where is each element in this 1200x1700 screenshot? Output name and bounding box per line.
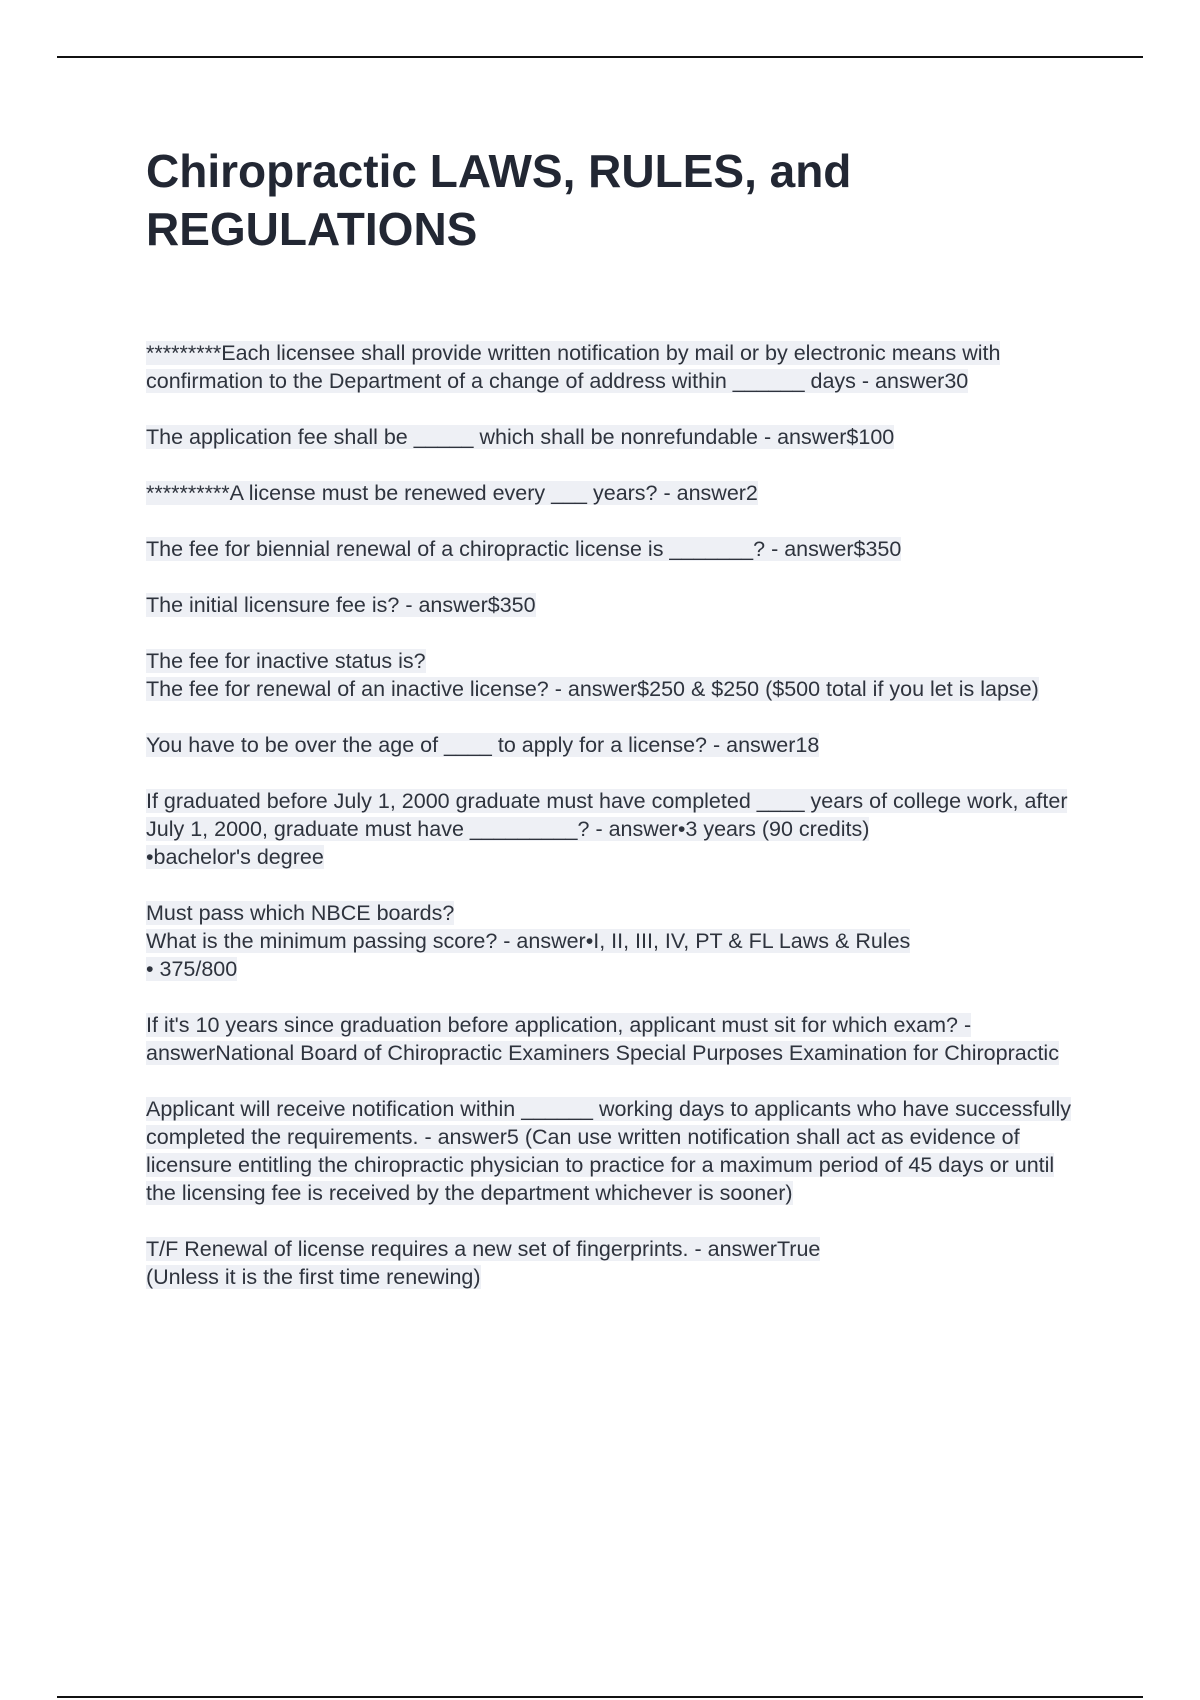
flashcard-text: What is the minimum passing score? - answer•I, II, III, IV, PT & FL Laws & Rules [146, 929, 911, 953]
flashcard-text: Applicant will receive notification within ______ working days to applicants who have successfully completed the requirements. - answer5 (Can use written notification shall act as evidence of licensure entitling the chiropractic physician to practice for a maximum period of 45 days or until the licensing fee is received by the department whichever is sooner) [146, 1097, 1071, 1205]
flashcard-item [146, 1011, 1086, 1067]
flashcard-item [146, 1095, 1086, 1207]
flashcard-text: Must pass which NBCE boards? [146, 901, 455, 925]
flashcard-text: *********Each licensee shall provide written notification by mail or by electronic means with confirmation to the Department of a change of address within ______ days - answer30 [146, 341, 1001, 393]
flashcard-text: • 375/800 [146, 957, 238, 981]
flashcard-text: The initial licensure fee is? - answer$350 [146, 593, 536, 617]
flashcard-item [146, 731, 1086, 759]
flashcard-item [146, 899, 1086, 983]
flashcard-item [146, 339, 1086, 395]
flashcard-item [146, 591, 1086, 619]
header-rule [57, 56, 1143, 58]
flashcard-item [146, 787, 1086, 871]
flashcard-text: The fee for biennial renewal of a chiropractic license is _______? - answer$350 [146, 537, 902, 561]
flashcard-item [146, 1235, 1086, 1291]
flashcard-list [146, 339, 1086, 1319]
flashcard-text: (Unless it is the first time renewing) [146, 1265, 481, 1289]
flashcard-text: The application fee shall be _____ which shall be nonrefundable - answer$100 [146, 425, 895, 449]
flashcard-text: The fee for renewal of an inactive license? - answer$250 & $250 ($500 total if you let is lapse) [146, 677, 1039, 701]
flashcard-item [146, 479, 1086, 507]
flashcard-text: •bachelor's degree [146, 845, 324, 869]
footer-rule [57, 1696, 1143, 1698]
flashcard-text: If it's 10 years since graduation before application, applicant must sit for which exam? - answerNational Board of Chiropractic Examiners Special Purposes Examination for Chiropractic [146, 1013, 1059, 1065]
flashcard-text: **********A license must be renewed every ___ years? - answer2 [146, 481, 758, 505]
flashcard-text: T/F Renewal of license requires a new set of fingerprints. - answerTrue [146, 1237, 821, 1261]
flashcard-item [146, 647, 1086, 703]
flashcard-text: The fee for inactive status is? [146, 649, 426, 673]
flashcard-item [146, 535, 1086, 563]
flashcard-item [146, 423, 1086, 451]
document-title: Chiropractic LAWS, RULES, and REGULATIONS [146, 145, 852, 255]
flashcard-text: You have to be over the age of ____ to apply for a license? - answer18 [146, 733, 820, 757]
flashcard-text: If graduated before July 1, 2000 graduate must have completed ____ years of college work, after July 1, 2000, graduate must have _________? - answer•3 years (90 credits) [146, 789, 1068, 841]
